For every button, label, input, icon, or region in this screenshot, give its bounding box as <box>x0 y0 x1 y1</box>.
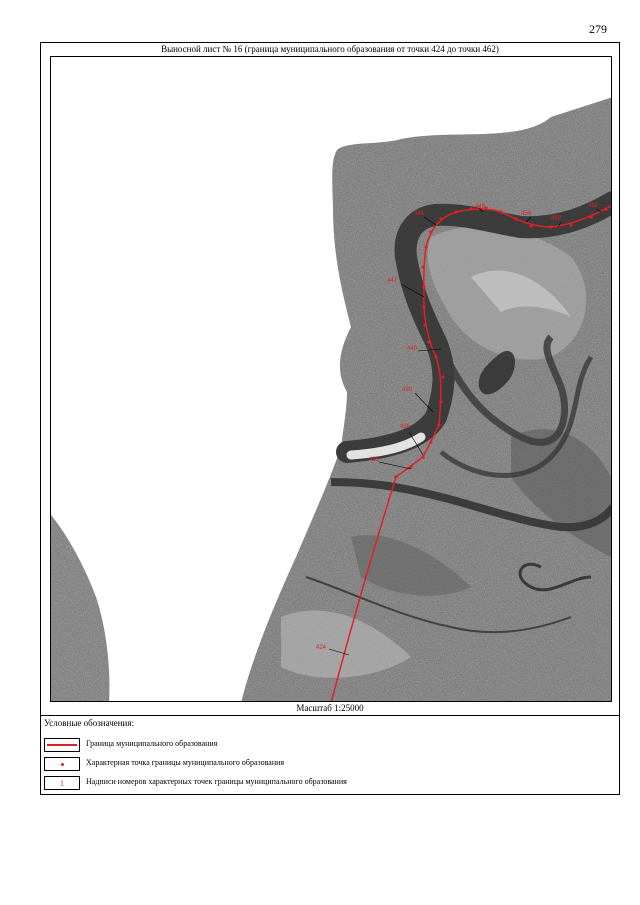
legend-item-point <box>44 757 584 771</box>
legend-item-label <box>44 776 584 790</box>
map-sheet <box>40 42 620 795</box>
map-image[interactable] <box>51 57 612 702</box>
satellite-strip-left <box>51 515 109 702</box>
legend-item-boundary <box>44 738 584 752</box>
point-label-440: 440 <box>407 346 418 352</box>
point-label-462: 462 <box>588 203 599 209</box>
map-frame[interactable] <box>50 56 612 702</box>
point-number-symbol <box>44 776 80 790</box>
map-scale: Масштаб 1:25000 <box>296 703 364 713</box>
legend-label: Надписи номеров характерных точек границы муниципального образования <box>86 777 347 786</box>
boundary-line-symbol <box>44 738 80 752</box>
point-label-426: 426 <box>400 424 411 430</box>
point-label-449: 449 <box>475 204 486 210</box>
sheet-title: Выносной лист № 16 (граница муниципального образования от точки 424 до точки 462) <box>161 44 499 54</box>
sample-number: 1 <box>60 778 64 788</box>
legend-label: Граница муниципального образования <box>86 739 218 748</box>
legend <box>41 715 619 796</box>
legend-title: Условные обозначения: <box>44 718 135 728</box>
point-dot-symbol <box>44 757 80 771</box>
point-label-458: 458 <box>551 216 562 222</box>
satellite-land <box>241 97 612 702</box>
point-label-448: 448 <box>414 211 425 217</box>
legend-label: Характерная точка границы муниципального образования <box>86 758 285 767</box>
point-label-430: 430 <box>402 387 413 393</box>
point-label-454: 454 <box>521 211 532 217</box>
point-label-425: 425 <box>369 457 380 463</box>
page-number: 279 <box>589 22 607 36</box>
point-label-447: 447 <box>387 278 398 284</box>
point-label-424: 424 <box>316 645 327 651</box>
